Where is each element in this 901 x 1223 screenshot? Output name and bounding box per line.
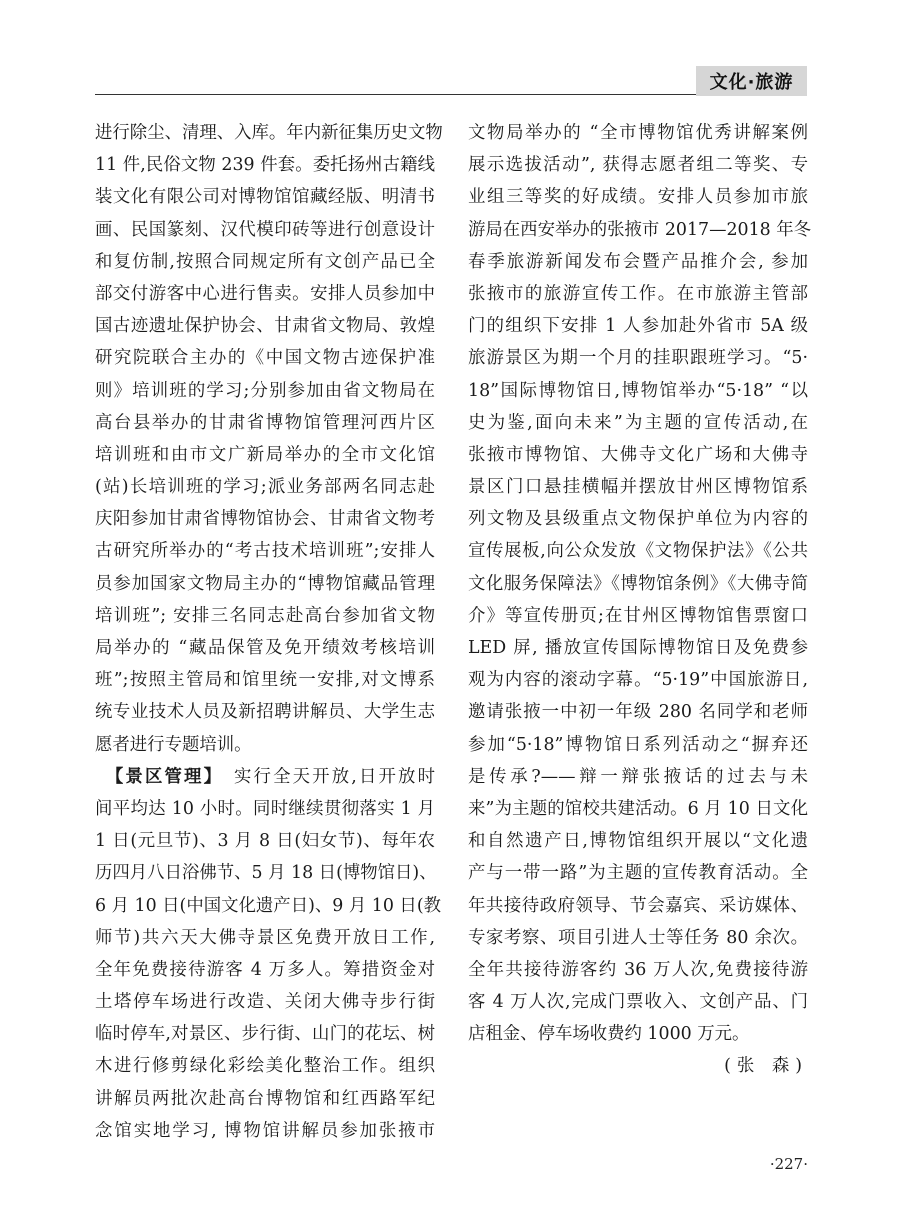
text-line: 店租金、停车场收费约 1000 万元。 — [468, 1024, 750, 1045]
text-line: 研究院联合主办的《中国文物古迹保护准 — [95, 348, 435, 369]
text-line: 局举办的 “藏品保管及免开绩效考核培训 — [95, 638, 435, 658]
text-line: 景区门口悬挂横幅并摆放甘州区博物馆系 — [468, 477, 808, 498]
text-line: 展示选拔活动”, 获得志愿者组二等奖、专 — [468, 155, 808, 176]
text-line: 参加“5·18”博物馆日系列活动之“摒弃还 — [468, 734, 808, 755]
text-line: 和复仿制,按照合同规定所有文创产品已全 — [95, 251, 435, 272]
text-line: 讲解员两批次赴高台博物馆和红西路军纪 — [95, 1088, 435, 1109]
text-line: 宣传展板,向公众发放《文物保护法》《公共 — [468, 541, 808, 562]
text-line: 庆阳参加甘肃省博物馆协会、甘肃省文物考 — [95, 509, 435, 530]
author-byline: (张 森) — [724, 1056, 808, 1077]
text-line: 客 4 万人次,完成门票收入、文创产品、门 — [468, 992, 808, 1013]
text-line: 和自然遗产日,博物馆组织开展以“文化遗 — [468, 831, 808, 852]
text-line: 画、民国篆刻、汉代模印砖等进行创意设计 — [95, 219, 435, 240]
text-line: 进行除尘、清理、入库。年内新征集历史文物 — [95, 123, 443, 143]
page-number: ·227· — [769, 1155, 808, 1173]
text-line: 11 件,民俗文物 239 件套。委托扬州古籍线 — [95, 155, 435, 176]
text-line: 古研究所举办的“考古技术培训班”;安排人 — [95, 541, 435, 562]
section-first-line — [95, 761, 435, 793]
text-line: 高台县举办的甘肃省博物馆管理河西片区 — [95, 412, 435, 433]
text-line: 门的组织下安排 1 人参加赴外省市 5A 级 — [468, 316, 808, 337]
text-line: 18”国际博物馆日,博物馆举办“5·18” “以 — [468, 380, 808, 401]
text-line: 国古迹遗址保护协会、甘肃省文物局、敦煌 — [95, 316, 435, 337]
left-column — [95, 117, 443, 1147]
text-line: 木进行修剪绿化彩绘美化整治工作。组织 — [95, 1056, 435, 1077]
text-line: 介》等宣传册页;在甘州区博物馆售票窗口 — [468, 605, 808, 626]
text-line: 班”;按照主管局和馆里统一安排,对文博系 — [95, 670, 435, 691]
text-line: 邀请张掖一中初一年级 280 名同学和老师 — [468, 702, 808, 723]
text-line: 列文物及县级重点文物保护单位为内容的 — [468, 509, 808, 530]
right-column — [468, 117, 812, 1083]
text-line: 1 日(元旦节)、3 月 8 日(妇女节)、每年农 — [95, 831, 435, 852]
text-line: 全年共接待游客约 36 万人次,免费接待游 — [468, 959, 808, 980]
text-line: 来”为主题的馆校共建活动。6 月 10 日文化 — [468, 798, 808, 819]
text-line: 专家考察、项目引进人士等任务 80 余次。 — [468, 927, 808, 948]
text-line: 是传承?——辩一辩张掖话的过去与未 — [468, 766, 808, 787]
text-line: 则》培训班的学习;分别参加由省文物局在 — [95, 380, 435, 401]
text-line: 游局在西安举办的张掖市 2017—2018 年冬 — [468, 219, 812, 240]
text-line: 张掖市博物馆、大佛寺文化广场和大佛寺 — [468, 444, 808, 465]
text-line: 培训班和由市文广新局举办的全市文化馆 — [95, 444, 435, 465]
text-line: 史为鉴,面向未来”为主题的宣传活动,在 — [468, 412, 808, 433]
text-line: 业组三等奖的好成绩。安排人员参加市旅 — [468, 187, 808, 208]
text-line: 装文化有限公司对博物馆馆藏经版、明清书 — [95, 187, 435, 208]
section-tag — [696, 66, 807, 96]
section-first-line-text: 实行全天开放,日开放时 — [231, 766, 435, 787]
text-line: 文物局举办的 “全市博物馆优秀讲解案例 — [468, 123, 808, 143]
text-line: 临时停车,对景区、步行街、山门的花坛、树 — [95, 1024, 435, 1045]
section-tag-label: 文化·旅游 — [709, 72, 794, 93]
text-line: 历四月八日浴佛节、5 月 18 日(博物馆日)、 — [95, 863, 437, 884]
text-line: 部交付游客中心进行售卖。安排人员参加中 — [95, 283, 435, 304]
text-line: 员参加国家文物局主办的“博物馆藏品管理 — [95, 573, 435, 594]
text-line: 间平均达 10 小时。同时继续贯彻落实 1 月 — [95, 798, 435, 819]
text-line: 年共接待政府领导、节会嘉宾、采访媒体、 — [468, 895, 808, 916]
text-line: 全年免费接待游客 4 万多人。筹措资金对 — [95, 959, 435, 980]
text-line: 观为内容的滚动字幕。“5·19”中国旅游日, — [468, 670, 808, 691]
text-line: (站)长培训班的学习;派业务部两名同志赴 — [95, 477, 435, 498]
text-line: LED 屏, 播放宣传国际博物馆日及免费参 — [468, 638, 808, 658]
text-line: 张掖市的旅游宣传工作。在市旅游主管部 — [468, 283, 808, 304]
text-line: 文化服务保障法》《博物馆条例》《大佛寺简 — [468, 573, 808, 594]
text-line: 6 月 10 日(中国文化遗产日)、9 月 10 日(教 — [95, 895, 441, 916]
text-line: 春季旅游新闻发布会暨产品推介会, 参加 — [468, 251, 808, 272]
text-line: 愿者进行专题培训。 — [95, 734, 252, 755]
text-line: 念馆实地学习, 博物馆讲解员参加张掖市 — [95, 1120, 435, 1141]
text-line: 旅游景区为期一个月的挂职跟班学习。“5· — [468, 348, 808, 369]
text-line: 培训班”; 安排三名同志赴高台参加省文物 — [95, 605, 435, 626]
text-line: 土塔停车场进行改造、关闭大佛寺步行街 — [95, 992, 435, 1013]
text-line: 师节)共六天大佛寺景区免费开放日工作, — [95, 927, 435, 948]
text-line: 统专业技术人员及新招聘讲解员、大学生志 — [95, 702, 435, 723]
text-line: 产与一带一路”为主题的宣传教育活动。全 — [468, 863, 808, 884]
section-heading: 【景区管理】 — [114, 766, 224, 787]
